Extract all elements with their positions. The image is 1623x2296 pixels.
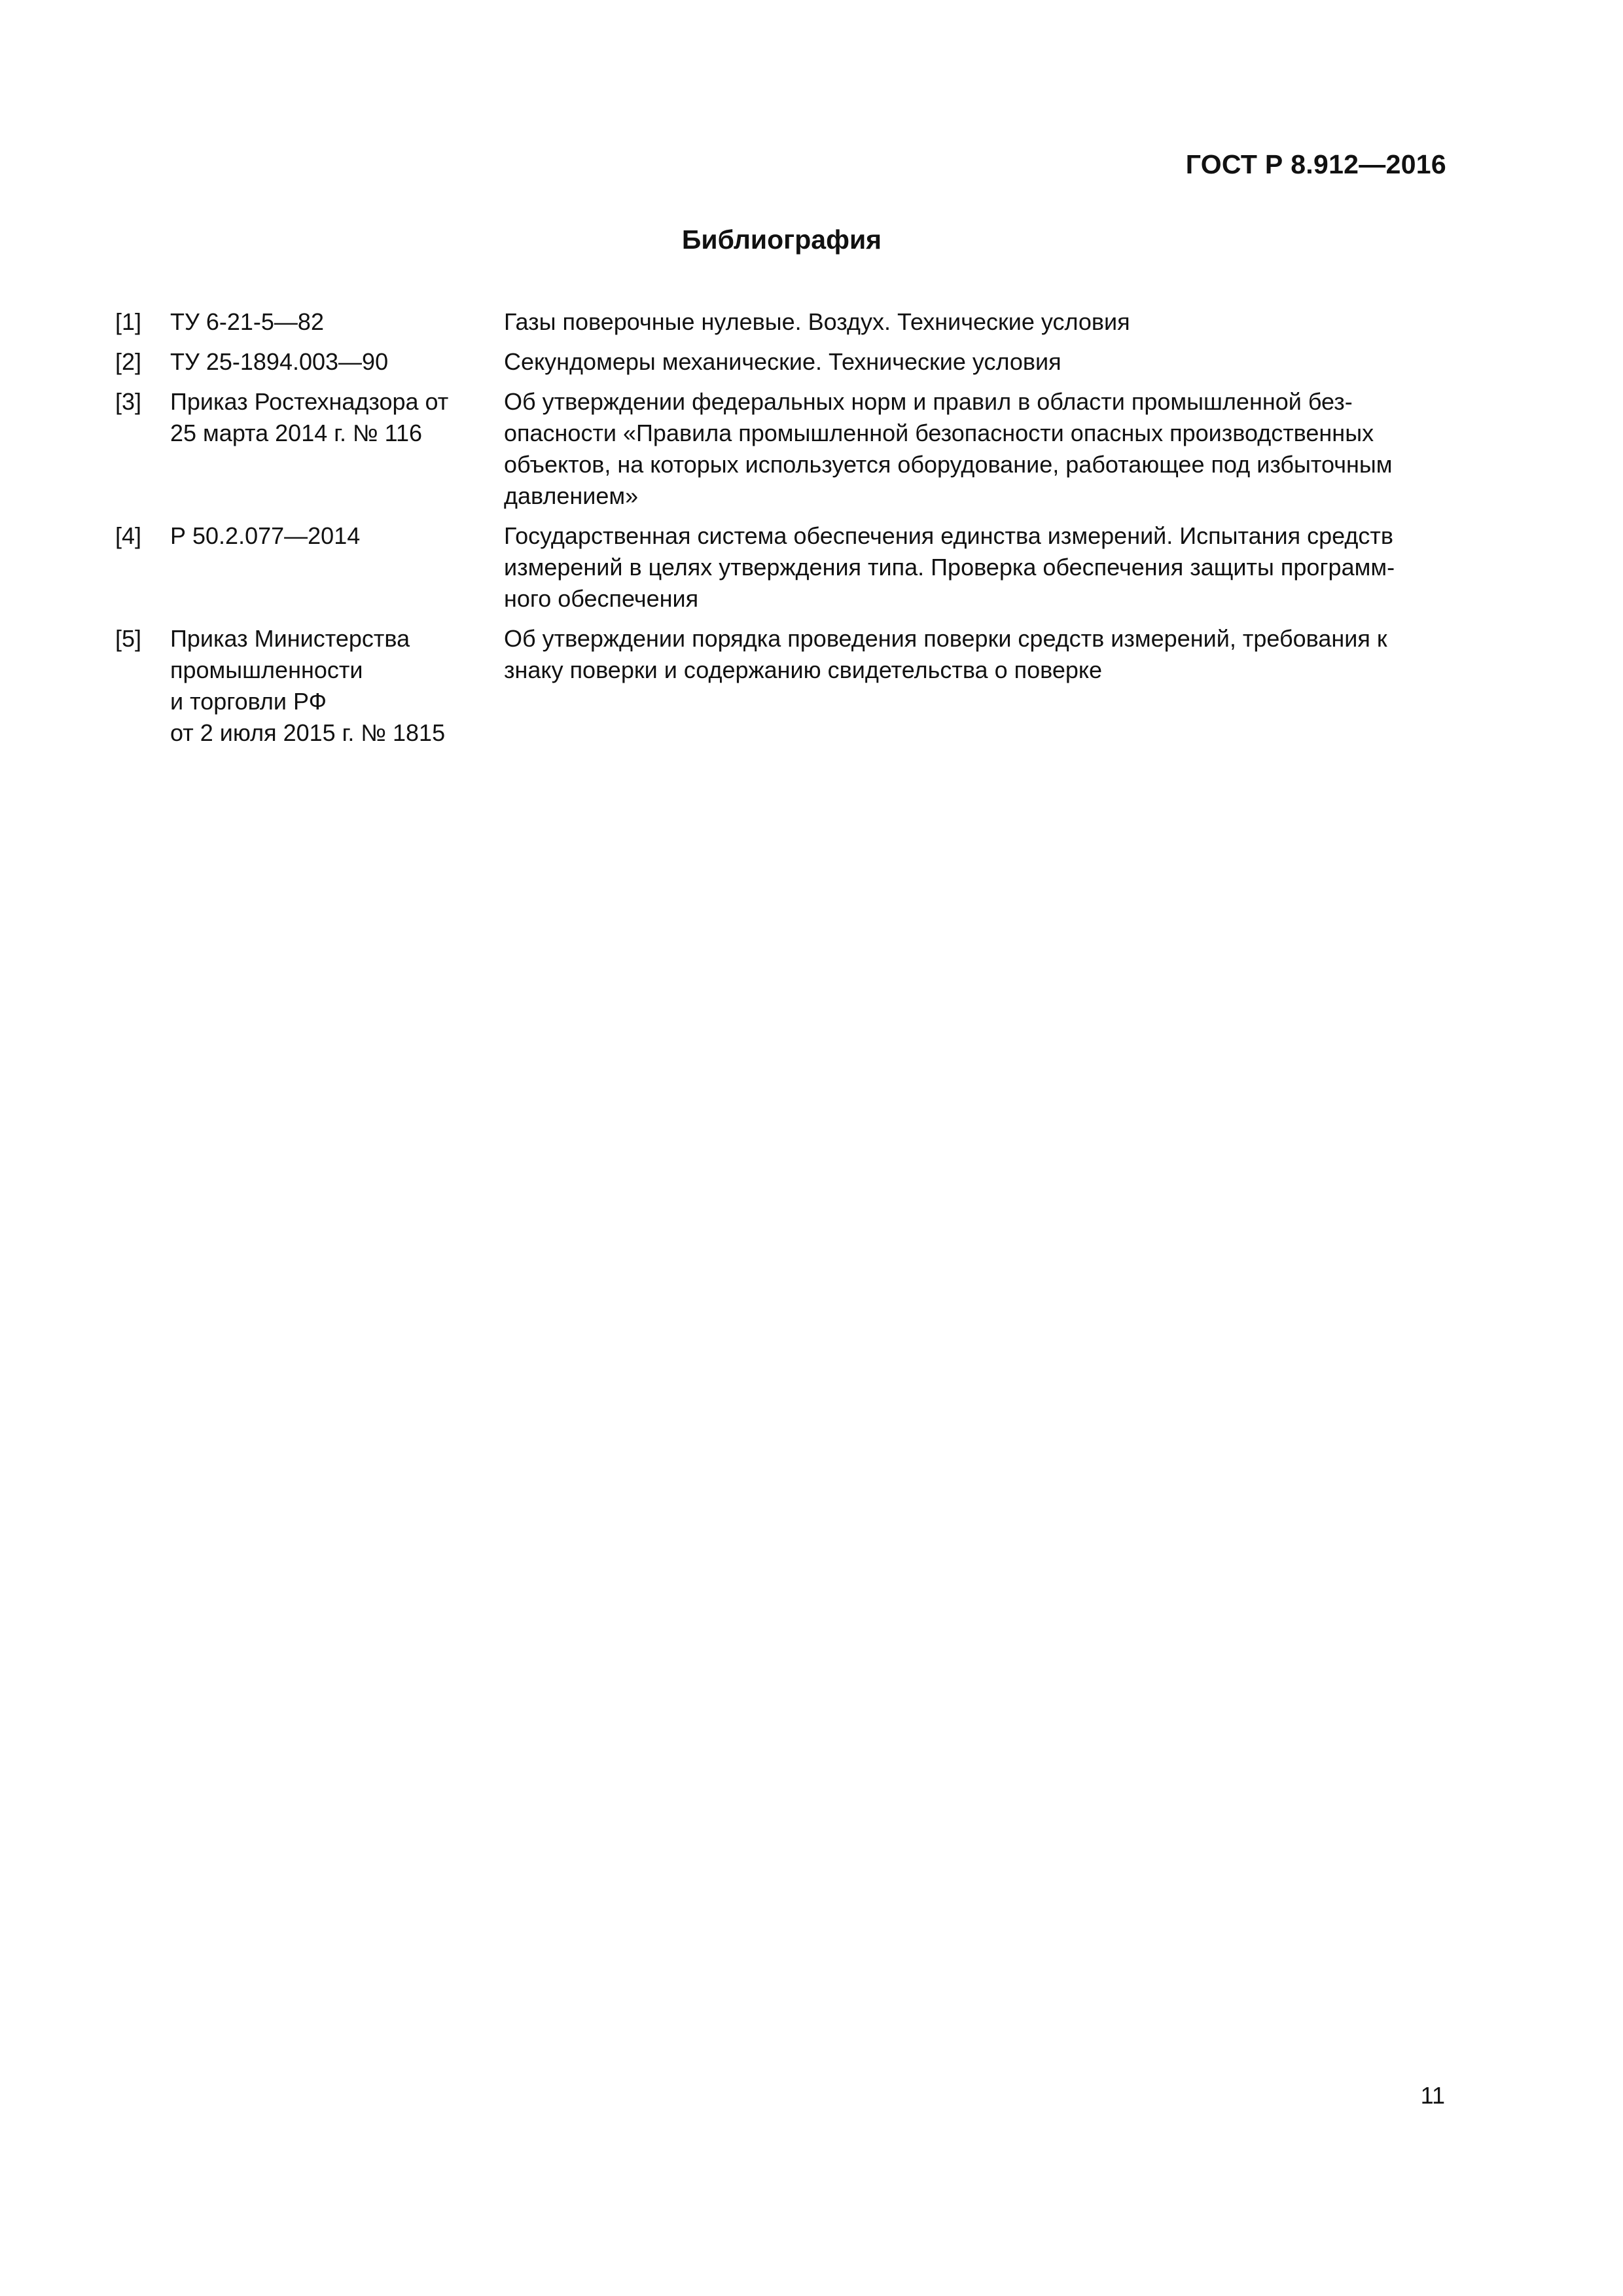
bibliography-entry — [115, 386, 1445, 512]
page-number: 11 — [1420, 2082, 1445, 2109]
bibliography-list — [115, 306, 1445, 757]
bibliography-entry — [115, 306, 1445, 338]
entry-description: Государственная система обеспечения единства измерений. Испытания средств измерений в целях утверждения типа. Проверка обеспечения защиты программ- ного обеспечения — [504, 522, 1395, 612]
entry-description: Секундомеры механические. Технические условия — [504, 348, 1061, 375]
entry-number: [1] — [115, 308, 142, 335]
entry-reference: Р 50.2.077—2014 — [170, 522, 361, 549]
bibliography-entry — [115, 346, 1445, 378]
document-code: ГОСТ Р 8.912—2016 — [1185, 149, 1446, 179]
bibliography-title: Библиография — [681, 224, 882, 255]
entry-description: Об утверждении федеральных норм и правил в области промышленной без- опасности «Правила промышленной безопасности опасных производственных объектов, на которых используется оборудование, работающее под избыточным давлением» — [504, 388, 1393, 509]
entry-reference: Приказ Министерства промышленности и торговли РФ от 2 июля 2015 г. № 1815 — [170, 625, 446, 746]
entry-reference: ТУ 6-21-5—82 — [170, 308, 324, 335]
entry-number: [2] — [115, 348, 142, 375]
entry-description: Об утверждении порядка проведения поверки средств измерений, требования к знаку поверки и содержанию свидетельства о поверке — [504, 625, 1387, 683]
entry-number: [4] — [115, 522, 142, 549]
entry-description: Газы поверочные нулевые. Воздух. Технические условия — [504, 308, 1130, 335]
entry-number: [5] — [115, 625, 142, 652]
entry-number: [3] — [115, 388, 142, 415]
bibliography-entry — [115, 623, 1445, 749]
bibliography-entry — [115, 520, 1445, 615]
entry-reference: Приказ Ростехнадзора от 25 марта 2014 г. № 116 — [170, 388, 449, 446]
entry-reference: ТУ 25-1894.003—90 — [170, 348, 389, 375]
